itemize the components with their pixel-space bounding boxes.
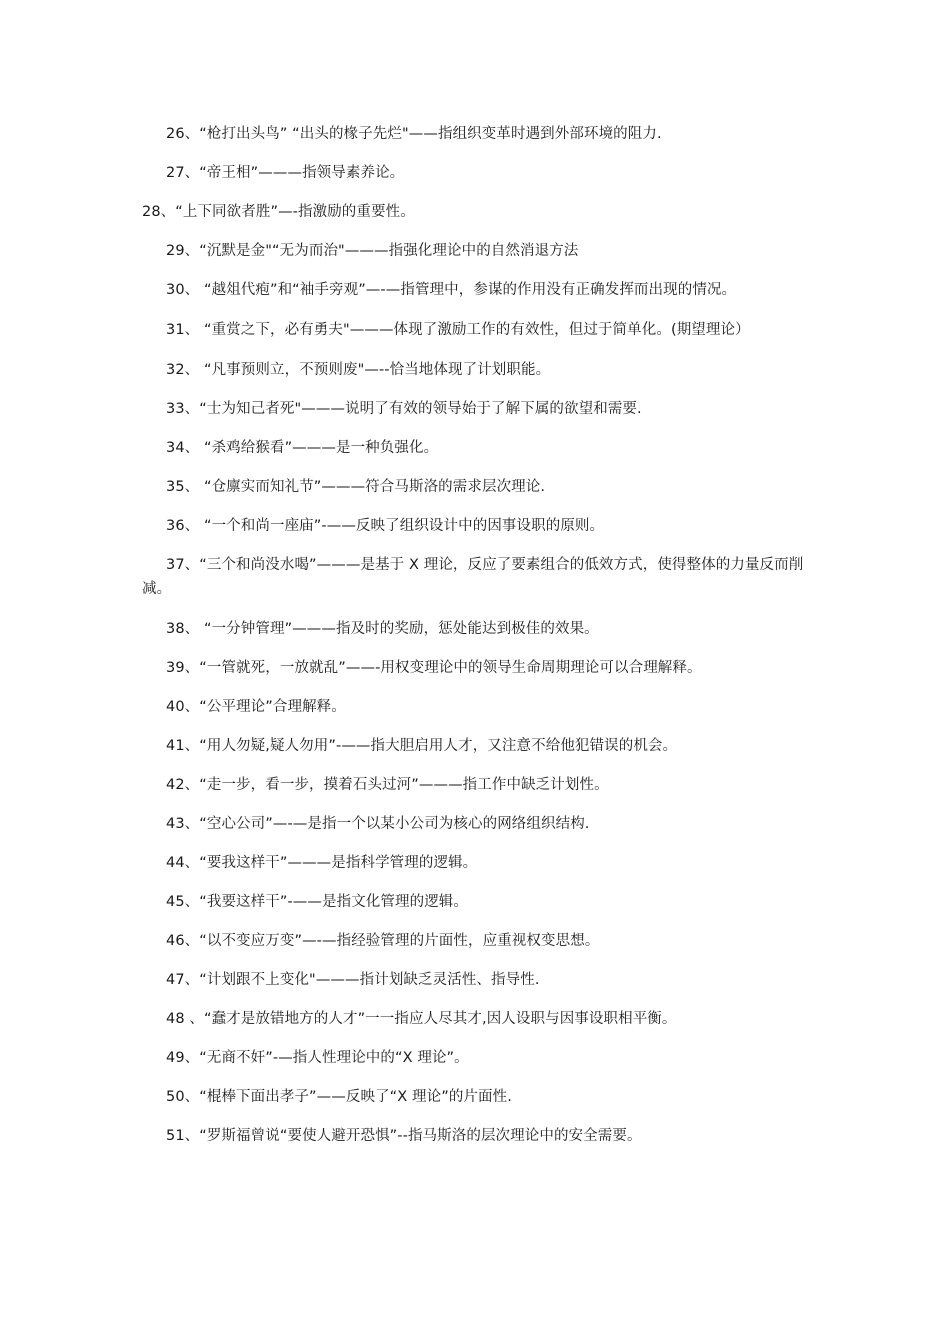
- list-item: 27、“帝王相”———指领导素养论。: [166, 165, 405, 181]
- list-item: 31、 “重赏之下，必有勇夫"———体现了激励工作的有效性，但过于简单化。(期望理论）: [166, 322, 750, 338]
- list-item: 43、“空心公司”—-—是指一个以某小公司为核心的网络组织结构.: [166, 816, 590, 832]
- list-item: 36、 “一个和尚一座庙”-——反映了组织设计中的因事设职的原则。: [166, 518, 605, 534]
- list-item: 35、 “仓廪实而知礼节”———符合马斯洛的需求层次理论.: [166, 479, 546, 495]
- list-item: 48 、“蠢才是放错地方的人才”一一指应人尽其才,因人设职与因事设职相平衡。: [166, 1011, 677, 1027]
- list-item: 42、“走一步，看一步，摸着石头过河”———指工作中缺乏计划性。: [166, 777, 609, 793]
- list-item: 38、 “一分钟管理”———指及时的奖励，惩处能达到极佳的效果。: [166, 621, 599, 637]
- list-item: 40、“公平理论”合理解释。: [166, 699, 346, 715]
- list-item: 50、“棍棒下面出孝子”——反映了“X 理论”的片面性.: [166, 1089, 512, 1105]
- list-item: 30、 “越俎代疱”和“袖手旁观”—-—指管理中，参谋的作用没有正确发挥而出现的情况。: [166, 282, 737, 298]
- list-item: 44、“要我这样干”———是指科学管理的逻辑。: [166, 855, 478, 871]
- list-item: 32、 “凡事预则立，不预则废"—--恰当地体现了计划职能。: [166, 362, 551, 378]
- list-item: 51、“罗斯福曾说“要使人避开恐惧”--指马斯洛的层次理论中的安全需要。: [166, 1128, 642, 1144]
- list-item: 46、“以不变应万变”—-—指经验管理的片面性，应重视权变思想。: [166, 933, 600, 949]
- list-item: 37、“三个和尚没水喝”———是基于 X 理论，反应了要素组合的低效方式，使得整体的力量反而削减。: [142, 557, 804, 597]
- list-item: 45、“我要这样干”-——是指文化管理的逻辑。: [166, 894, 469, 910]
- list-item: 39、“一管就死，一放就乱”——-用权变理论中的领导生命周期理论可以合理解释。: [166, 660, 702, 676]
- list-item: 29、“沉默是金"“无为而治"———指强化理论中的自然消退方法: [166, 243, 579, 259]
- list-item: 41、“用人勿疑,疑人勿用”-——指大胆启用人才，又注意不给他犯错误的机会。: [166, 738, 678, 754]
- list-item: 33、“士为知己者死"———说明了有效的领导始于了解下属的欲望和需要.: [166, 401, 642, 417]
- list-item: 34、 “杀鸡给猴看”———是一种负强化。: [166, 440, 439, 456]
- list-item: 26、“枪打出头鸟” “出头的椽子先烂"——指组织变革时遇到外部环境的阻力.: [166, 126, 662, 142]
- document-body: [142, 122, 812, 1163]
- list-item: 49、“无商不奸”-—指人性理论中的“X 理论”。: [166, 1050, 469, 1066]
- list-item: 47、“计划跟不上变化"———指计划缺乏灵活性、指导性.: [166, 972, 540, 988]
- list-item: 28、“上下同欲者胜”—-指激励的重要性。: [142, 204, 415, 220]
